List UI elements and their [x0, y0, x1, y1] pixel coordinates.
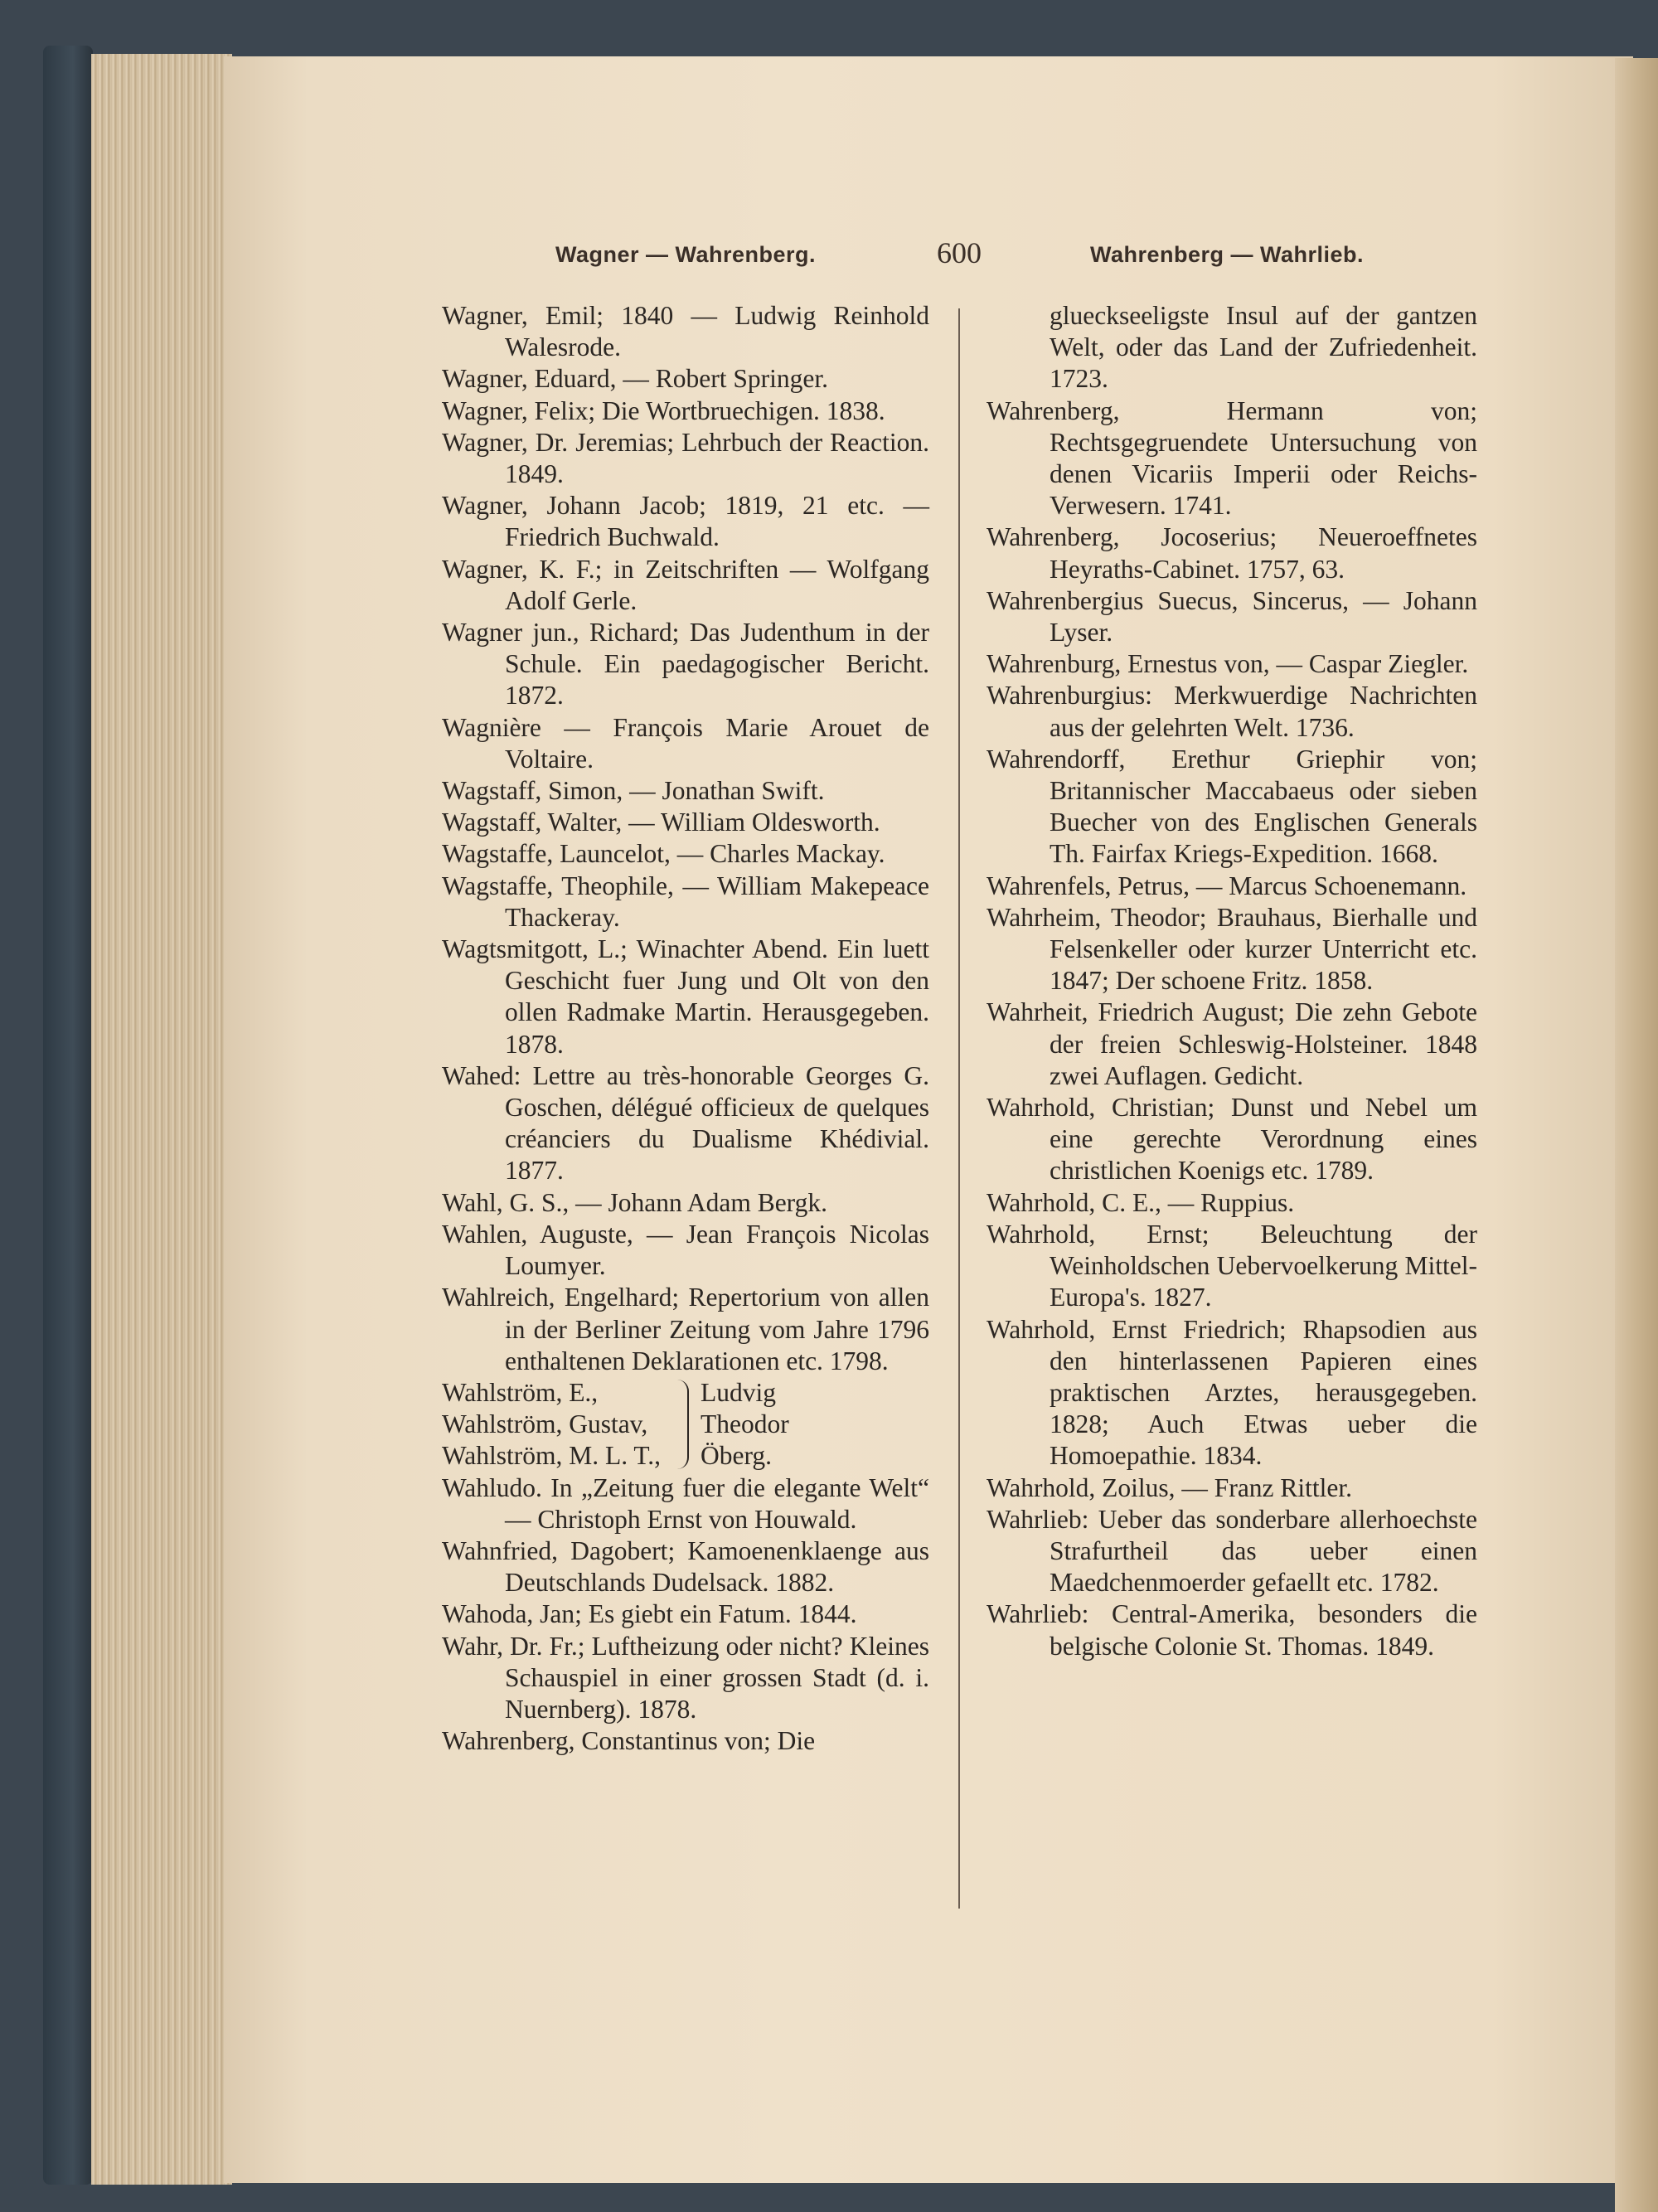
entry: Wagstaffe, Theophile, — William Makepeace Thackeray.	[442, 871, 929, 932]
entry: Wahr, Dr. Fr.; Luftheizung oder nicht? Kleines Schauspiel in einer grossen Stadt (d. i. Nuernberg). 1878.	[442, 1631, 929, 1724]
entry: Wahrenfels, Petrus, — Marcus Schoenemann.	[987, 871, 1467, 900]
entry: Wahrenburg, Ernestus von, — Caspar Ziegler.	[987, 649, 1469, 679]
group-target-line: Öberg.	[701, 1441, 773, 1471]
entry: Wahrlieb: Central-Amerika, besonders die belgische Colonie St. Thomas. 1849.	[987, 1599, 1477, 1661]
group-target-line: Ludvig	[701, 1377, 777, 1407]
entry: Wagner, Eduard, — Robert Springer.	[442, 364, 828, 394]
entry: Wahrheit, Friedrich August; Die zehn Gebote der freien Schleswig-Holsteiner. 1848 zwei Auflagen. Gedicht.	[987, 997, 1477, 1090]
brace	[666, 1380, 689, 1469]
entry: Wagner, Emil; 1840 — Ludwig Reinhold Walesrode.	[442, 301, 929, 362]
entry: Wagstaffe, Launcelot, — Charles Mackay.	[442, 839, 885, 869]
entry: Wahrheim, Theodor; Brauhaus, Bierhalle und Felsenkeller oder kurzer Unterricht etc. 1847; Der schoene Fritz. 1858.	[987, 902, 1477, 996]
entry: Wahnfried, Dagobert; Kamoenenklaenge aus Deutschlands Dudelsack. 1882.	[442, 1535, 929, 1598]
group-name: Wahlström, M. L. T.,	[442, 1441, 662, 1471]
group-name: Wahlström, E.,	[442, 1377, 599, 1407]
wahlstroem-group	[442, 1377, 929, 1472]
entry: Wahlen, Auguste, — Jean François Nicolas Loumyer.	[442, 1219, 929, 1281]
entry: Wagnière — François Marie Arouet de Voltaire.	[442, 712, 929, 774]
entry-continuation: glueckseeligste Insul auf der gantzen Welt, oder das Land der Zufriedenheit. 1723.	[1050, 301, 1477, 394]
entry: Wagtsmitgott, L.; Winachter Abend. Ein luett Geschicht fuer Jung und Olt von den ollen Radmake Martin. Herausgegeben. 1878.	[442, 934, 929, 1059]
running-head-right: Wahrenberg — Wahrlieb.	[1090, 242, 1365, 267]
entry: Wahrenberg, Constantinus von; Die	[442, 1726, 816, 1756]
entry: Wagner jun., Richard; Das Judenthum in der Schule. Ein paedagogischer Bericht. 1872.	[442, 618, 929, 711]
entry: Wahrhold, Christian; Dunst und Nebel um eine gerechte Verordnung eines christlichen Koenigs etc. 1789.	[987, 1093, 1477, 1186]
entry: Wahrlieb: Ueber das sonderbare allerhoechste Strafurtheil das ueber einen Maedchenmoerder gefaellt etc. 1782.	[987, 1504, 1477, 1598]
page-stack	[91, 54, 232, 2185]
entry: Wahrenburgius: Merkwuerdige Nachrichten aus der gelehrten Welt. 1736.	[987, 681, 1477, 742]
entry: Wagner, K. F.; in Zeitschriften — Wolfgang Adolf Gerle.	[442, 554, 929, 615]
entry: Wahed: Lettre au très-honorable Georges G. Goschen, délégué officieux de quelques créanciers du Dualisme Khédivial. 1877.	[442, 1060, 929, 1186]
page-right-edge	[1615, 58, 1658, 2212]
entry: Wahludo. In „Zeitung fuer die elegante Welt“ — Christoph Ernst von Houwald.	[442, 1472, 929, 1534]
page-number: 600	[937, 236, 982, 269]
entry: Wahrenberg, Hermann von; Rechtsgegruendete Untersuchung von denen Vicariis Imperii oder Reichs-Verwesern. 1741.	[987, 395, 1477, 521]
left-column	[442, 300, 929, 1757]
group-name: Wahlström, Gustav,	[442, 1409, 648, 1439]
column-rule	[958, 308, 960, 1909]
right-column	[987, 300, 1477, 1662]
group-names	[442, 1377, 661, 1472]
entry: Wagner, Dr. Jeremias; Lehrbuch der Reaction. 1849.	[442, 427, 929, 489]
entry: Wahrenberg, Jocoserius; Neueroeffnetes Heyraths-Cabinet. 1757, 63.	[987, 522, 1477, 584]
entry: Wagner, Felix; Die Wortbruechigen. 1838.	[442, 395, 885, 425]
group-target-line: Theodor	[701, 1409, 789, 1439]
book-cover-edge	[43, 46, 93, 2185]
entry: Wagner, Johann Jacob; 1819, 21 etc. — Friedrich Buchwald.	[442, 491, 929, 552]
entry: Wahrhold, C. E., — Ruppius.	[987, 1187, 1295, 1217]
entry: Wahl, G. S., — Johann Adam Bergk.	[442, 1187, 827, 1217]
entry: Wagstaff, Walter, — William Oldesworth.	[442, 808, 880, 837]
entry: Wahlreich, Engelhard; Repertorium von allen in der Berliner Zeitung vom Jahre 1796 enthaltenen Deklarationen etc. 1798.	[442, 1283, 929, 1375]
entry: Wahrhold, Zoilus, — Franz Rittler.	[987, 1472, 1353, 1502]
entry: Wahoda, Jan; Es giebt ein Fatum. 1844.	[442, 1599, 857, 1629]
entry: Wahrendorff, Erethur Griephir von; Britannischer Maccabaeus oder sieben Buecher von des Englischen Generals Th. Fairfax Kriegs-Expedition. 1668.	[987, 744, 1477, 869]
entry: Wahrhold, Ernst Friedrich; Rhapsodien aus den hinterlassenen Papieren eines praktischen Arztes, herausgegeben. 1828; Auch Etwas ueber die Homoepathie. 1834.	[987, 1314, 1477, 1471]
entry: Wagstaff, Simon, — Jonathan Swift.	[442, 776, 825, 806]
running-head-left: Wagner — Wahrenberg.	[555, 242, 817, 267]
entry: Wahrhold, Ernst; Beleuchtung der Weinholdschen Uebervoelkerung Mittel-Europa's. 1827.	[987, 1219, 1477, 1312]
group-target	[701, 1377, 789, 1472]
entry: Wahrenbergius Suecus, Sincerus, — Johann Lyser.	[987, 585, 1477, 648]
